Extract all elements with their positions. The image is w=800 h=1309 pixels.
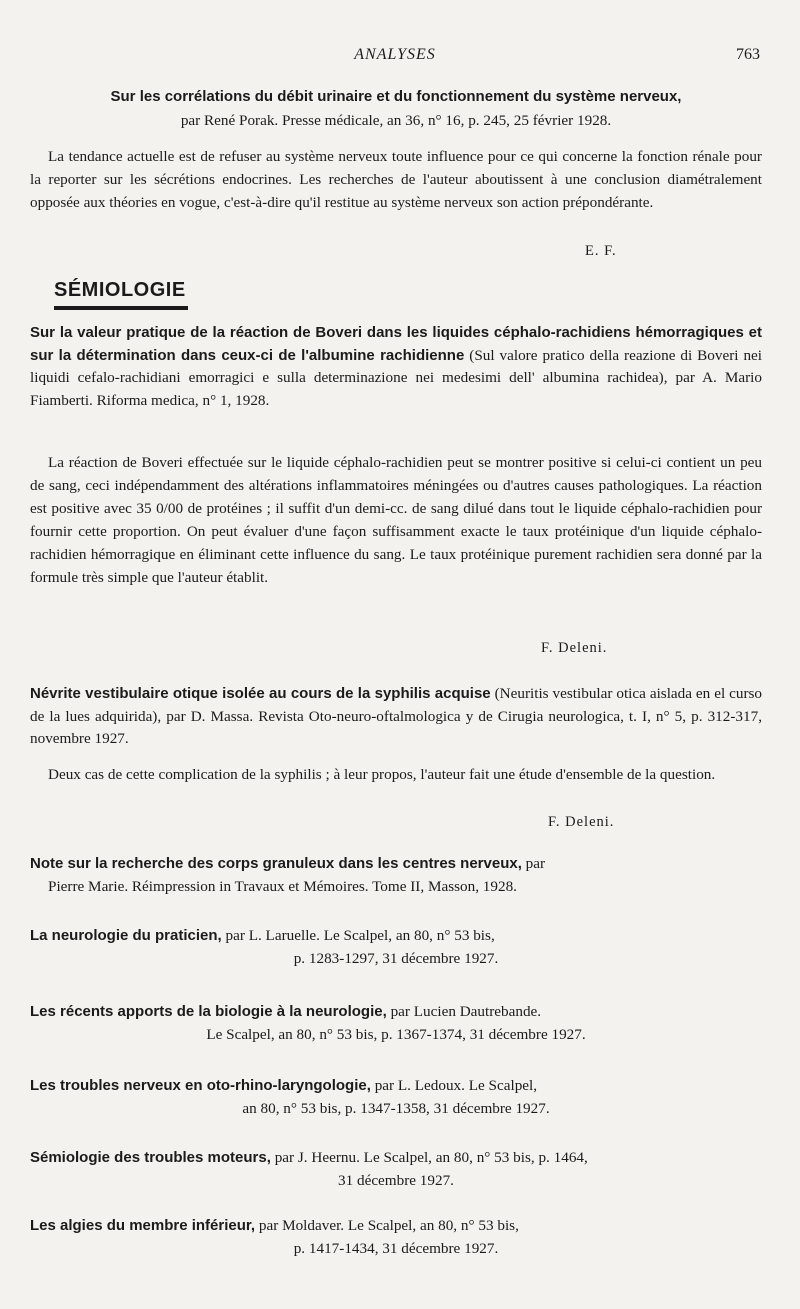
entry-3-header: [30, 683, 762, 751]
page-header: [30, 46, 760, 72]
entry-title-2: Sur la valeur pratique de la réaction de Boveri dans les liquides céphalo-rachidiens hémorragiques et sur la détermination dans ceux-ci de l'albumine rachidienne: [30, 324, 762, 364]
section-title: SÉMIOLOGIE: [54, 279, 186, 301]
reference-2: La neurologie du praticien, par L. Laruelle. Le Scalpel, an 80, n° 53 bis, p. 1283-1297, 31 décembre 1927.: [30, 927, 499, 967]
page-number: 763: [736, 46, 760, 63]
entry-citation-1: par René Porak. Presse médicale, an 36, n° 16, p. 245, 25 février 1928.: [180, 112, 612, 129]
entry-body-2: La réaction de Boveri effectuée sur le liquide céphalo-rachidien peut se montrer positive si celui-ci contient un peu de sang, ceci indépendamment des altérations inflammatoires méningées ou d'autres causes pathologiques. La réaction est positive avec 35 0/00 de protéines ; il suffit d'un demi-cc. de sang dilué dans tout le liquide céphalo-rachidien pour fournir cette proportion. On peut évaluer d'une façon suffisamment exacte le taux protéinique d'un liquide céphalo-rachidien hémorragique en éliminant cette influence du sang. Le taux protéinique purement rachidien sera donné par la formule très simple que l'auteur établit.: [30, 454, 762, 586]
entry-body-3: Deux cas de cette complication de la syphilis ; à leur propos, l'auteur fait une étude d'ensemble de la question.: [48, 766, 716, 783]
entry-signature-2: F. Deleni.: [541, 640, 608, 656]
entry-citation-2: (Sul valore pratico della reazione di Boveri nei liquidi cefalo-rachidiani emorragici e sulla determinazione nei medesimi dell' albumina rachidea), par A. Mario Fiamberti. Riforma medica, n° 1, 1928.: [30, 346, 763, 409]
running-title: ANALYSES: [354, 46, 436, 63]
entry-2-header: [30, 322, 762, 412]
reference-5: Sémiologie des troubles moteurs, par J. Heernu. Le Scalpel, an 80, n° 53 bis, p. 1464, 31 décembre 1927.: [30, 1149, 588, 1189]
entry-signature-1: E. F.: [585, 243, 617, 259]
reference-3: Les récents apports de la biologie à la neurologie, par Lucien Dautrebande. Le Scalpel, an 80, n° 53 bis, p. 1367-1374, 31 décembre 1927.: [30, 1003, 586, 1043]
entry-signature-3: F. Deleni.: [548, 814, 615, 830]
entry-body-1: La tendance actuelle est de refuser au système nerveux toute influence pour ce qui concerne la fonction rénale pour la reporter sur les sécrétions endocrines. Les recherches de l'auteur aboutissent à une conclusion diamétralement opposée aux théories en vogue, c'est-à-dire qu'il restitue au système nerveux son action prépondérante.: [30, 148, 762, 211]
reference-1: Note sur la recherche des corps granuleux dans les centres nerveux, par Pierre Marie. Réimpression in Travaux et Mémoires. Tome II, Masson, 1928.: [30, 855, 546, 895]
reference-4: Les troubles nerveux en oto-rhino-laryngologie, par L. Ledoux. Le Scalpel, an 80, n° 53 bis, p. 1347-1358, 31 décembre 1927.: [30, 1077, 550, 1117]
entry-title-3: Névrite vestibulaire otique isolée au cours de la syphilis acquise: [30, 685, 491, 702]
entry-citation-3: (Neuritis vestibular otica aislada en el curso de la lues adquirida), par D. Massa. Revista Oto-neuro-oftalmologica y de Cirugia neurologica, t. I, n° 5, p. 312-317, novembre 1927.: [30, 685, 763, 747]
section-underline: [54, 306, 188, 310]
reference-6: Les algies du membre inférieur, par Moldaver. Le Scalpel, an 80, n° 53 bis, p. 1417-1434, 31 décembre 1927.: [30, 1217, 519, 1257]
entry-title-1: Sur les corrélations du débit urinaire et du fonctionnement du système nerveux,: [110, 88, 682, 105]
